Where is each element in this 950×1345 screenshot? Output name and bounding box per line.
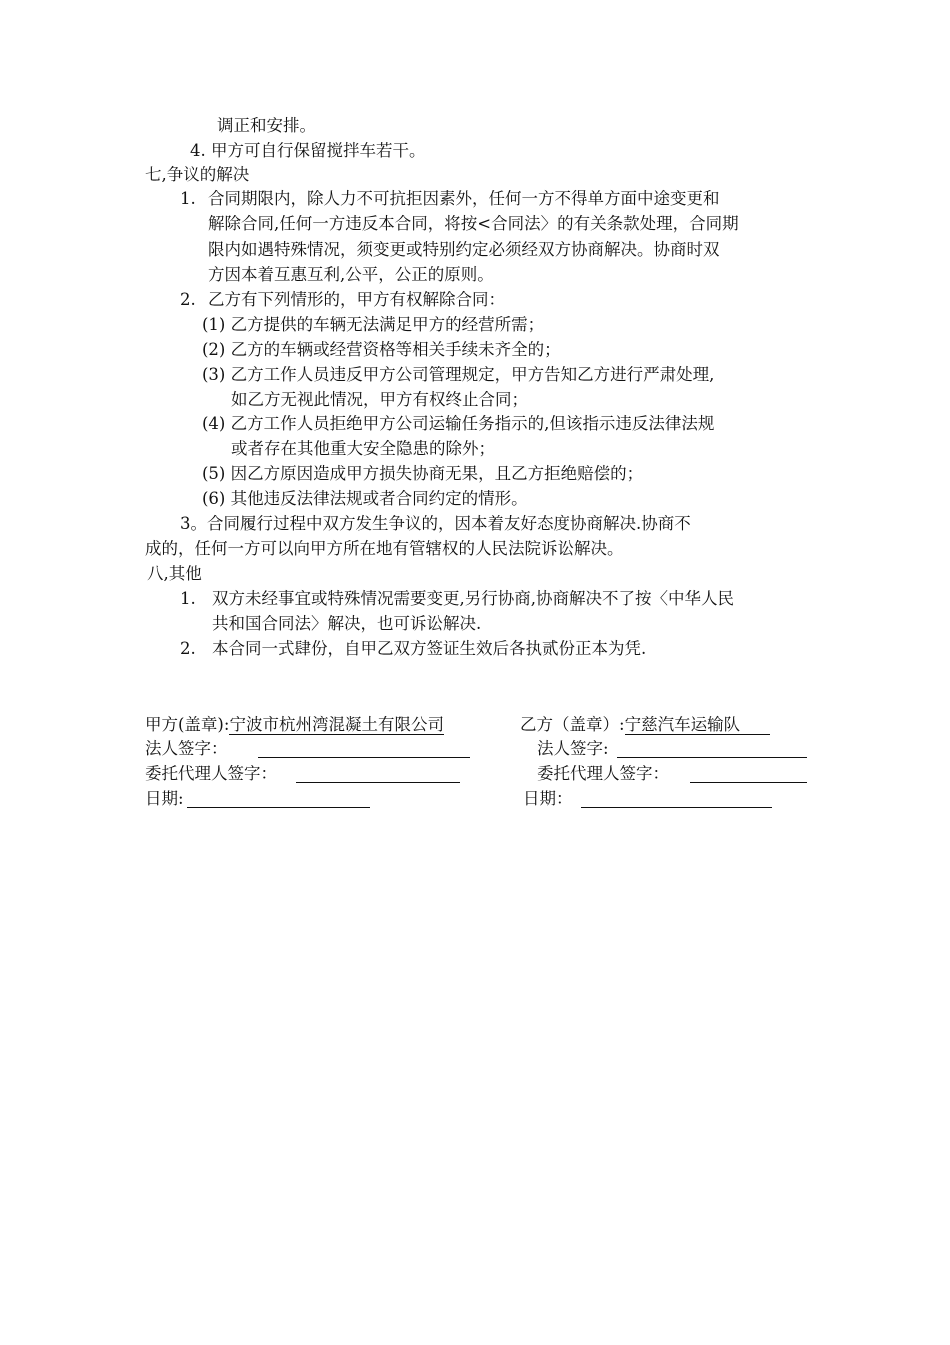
party-b-date-line (581, 807, 772, 808)
party-a-name: 宁波市杭州湾混凝土有限公司 (229, 715, 444, 734)
sec7-item2-sub3-line2: 如乙方无视此情况，甲方有权终止合同； (231, 390, 528, 409)
party-b-agent-label: 委托代理人签字： (537, 764, 669, 783)
party-a-label: 甲方(盖章): (145, 715, 230, 734)
sec8-item2-line1: 本合同一式肆份，自甲乙双方签证生效后各执贰份正本为凭. (212, 639, 647, 658)
sec8-item1-line2: 共和国合同法〉解决，也可诉讼解决. (212, 614, 482, 633)
section-8-heading: 八,其他 (147, 564, 202, 583)
sec7-item1-line2: 解除合同,任何一方违反本合同，将按<合同法〉的有关条款处理，合同期 (208, 214, 739, 233)
sec7-item2-sub4-line2: 或者存在其他重大安全隐患的除外； (231, 439, 495, 458)
sec7-item1-line1: 合同期限内，除人力不可抗拒因素外，任何一方不得单方面中途变更和 (208, 189, 720, 208)
sec7-item2-sub6: (6) 其他违反法律法规或者合同约定的情形。 (202, 489, 528, 508)
sec7-item2-sub4-line1: (4) 乙方工作人员拒绝甲方公司运输任务指示的,但该指示违反法律法规 (202, 414, 715, 433)
sec7-item2-sub2: (2) 乙方的车辆或经营资格等相关手续未齐全的； (202, 340, 561, 359)
party-b-legal-label: 法人签字: (537, 739, 609, 758)
cont-line-1: 调正和安排。 (217, 116, 316, 135)
party-a-agent-label: 委托代理人签字： (145, 764, 277, 783)
sec7-item1-line4: 方因本着互惠互利,公平，公正的原则。 (208, 265, 494, 284)
party-a-date-label: 日期: (145, 789, 184, 808)
sec8-item1-line1: 双方未经事宜或特殊情况需要变更,另行协商,协商解决不了按〈中华人民 (212, 589, 734, 608)
party-b-label: 乙方（盖章）: (520, 715, 625, 734)
section-7-heading: 七,争议的解决 (145, 165, 250, 184)
party-b-date-label: 日期： (523, 789, 573, 808)
sec7-item3-line2: 成的，任何一方可以向甲方所在地有管辖权的人民法院诉讼解决。 (145, 539, 624, 558)
party-a-legal-label: 法人签字： (145, 739, 228, 758)
sec7-item2-line1: 乙方有下列情形的，甲方有权解除合同： (208, 290, 505, 309)
sec7-item3-line1: 3。合同履行过程中双方发生争议的，因本着友好态度协商解决.协商不 (180, 514, 691, 533)
party-a-seal (145, 713, 444, 737)
sec7-item2-sub5: (5) 因乙方原因造成甲方损失协商无果，且乙方拒绝赔偿的； (202, 464, 644, 483)
party-b-legal-signature-line (617, 757, 807, 758)
sec7-item1-line3: 限内如遇特殊情况，须变更或特别约定必须经双方协商解决。协商时双 (208, 240, 720, 259)
sec7-item2-sub1: (1) 乙方提供的车辆无法满足甲方的经营所需； (202, 315, 545, 334)
party-a-legal-signature-line (258, 757, 470, 758)
sec8-item2-num: 2. (180, 639, 196, 658)
party-b-seal (520, 713, 770, 737)
party-b-name: 宁慈汽车运输队 (625, 715, 771, 735)
sec7-item2-num: 2. (180, 290, 196, 309)
sec7-item1-num: 1. (180, 189, 196, 208)
party-a-agent-signature-line (296, 782, 460, 783)
cont-line-2: 4. 甲方可自行保留搅拌车若干。 (190, 141, 426, 160)
sec8-item1-num: 1. (180, 589, 196, 608)
party-b-agent-signature-line (690, 782, 807, 783)
sec7-item2-sub3-line1: (3) 乙方工作人员违反甲方公司管理规定，甲方告知乙方进行严肃处理, (202, 365, 715, 384)
party-a-date-line (187, 807, 370, 808)
